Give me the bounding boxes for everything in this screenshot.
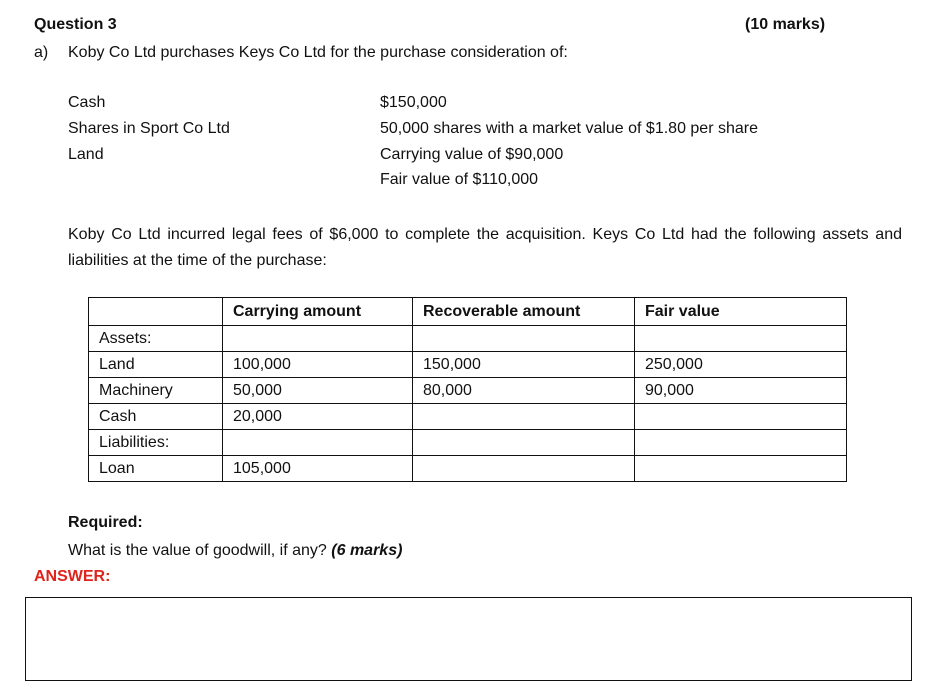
table-cell: 50,000 — [223, 378, 413, 404]
required-question — [68, 542, 402, 560]
consideration-value: Carrying value of $90,000 — [380, 146, 564, 163]
table-row — [89, 430, 847, 456]
table-cell: Land — [89, 352, 223, 378]
table-header-row — [89, 298, 847, 326]
question-marks: (10 marks) — [745, 16, 826, 33]
table-header-cell — [89, 298, 223, 326]
part-a — [34, 44, 568, 62]
table-cell: 80,000 — [413, 378, 635, 404]
consideration-label: Land — [68, 146, 104, 163]
table-cell: 20,000 — [223, 404, 413, 430]
table-cell — [635, 430, 847, 456]
answer-label: ANSWER: — [34, 568, 111, 585]
assets-liabilities-table — [88, 297, 847, 482]
table-cell — [635, 404, 847, 430]
consideration-label: Shares in Sport Co Ltd — [68, 120, 230, 137]
table-cell — [413, 326, 635, 352]
table-row — [89, 326, 847, 352]
consideration-value: 50,000 shares with a market value of $1.80 per share — [380, 120, 758, 137]
table-row — [89, 456, 847, 482]
table-cell — [413, 456, 635, 482]
part-label: a) — [34, 44, 49, 61]
consideration-value: $150,000 — [380, 94, 447, 111]
table-cell — [413, 430, 635, 456]
question-title: Question 3 — [34, 16, 117, 33]
table-cell: 105,000 — [223, 456, 413, 482]
table-cell — [635, 326, 847, 352]
table-cell — [635, 456, 847, 482]
table-row — [89, 378, 847, 404]
table-header-cell: Carrying amount — [223, 298, 413, 326]
table-header-cell: Recoverable amount — [413, 298, 635, 326]
part-text: Koby Co Ltd purchases Keys Co Ltd for the purchase consideration of: — [68, 44, 568, 61]
required-marks: (6 marks) — [331, 542, 403, 559]
table-cell: 100,000 — [223, 352, 413, 378]
table-cell — [223, 326, 413, 352]
table-row — [89, 404, 847, 430]
table-cell: Liabilities: — [89, 430, 223, 456]
consideration-value: Fair value of $110,000 — [380, 171, 539, 188]
answer-box[interactable] — [25, 597, 912, 681]
table-header-cell: Fair value — [635, 298, 847, 326]
table-cell: Machinery — [89, 378, 223, 404]
table-row — [89, 352, 847, 378]
table-cell: 250,000 — [635, 352, 847, 378]
consideration-label: Cash — [68, 94, 106, 111]
table-cell: Cash — [89, 404, 223, 430]
table-cell — [223, 430, 413, 456]
table-cell: 150,000 — [413, 352, 635, 378]
required-question-text: What is the value of goodwill, if any? — [68, 542, 327, 559]
required-heading: Required: — [68, 514, 143, 531]
table-cell — [413, 404, 635, 430]
table-cell: Assets: — [89, 326, 223, 352]
table-cell: 90,000 — [635, 378, 847, 404]
table-cell: Loan — [89, 456, 223, 482]
acquisition-paragraph: Koby Co Ltd incurred legal fees of $6,000 to complete the acquisition. Keys Co Ltd had the following assets and liabilities at the time of the purchase: — [68, 226, 902, 269]
